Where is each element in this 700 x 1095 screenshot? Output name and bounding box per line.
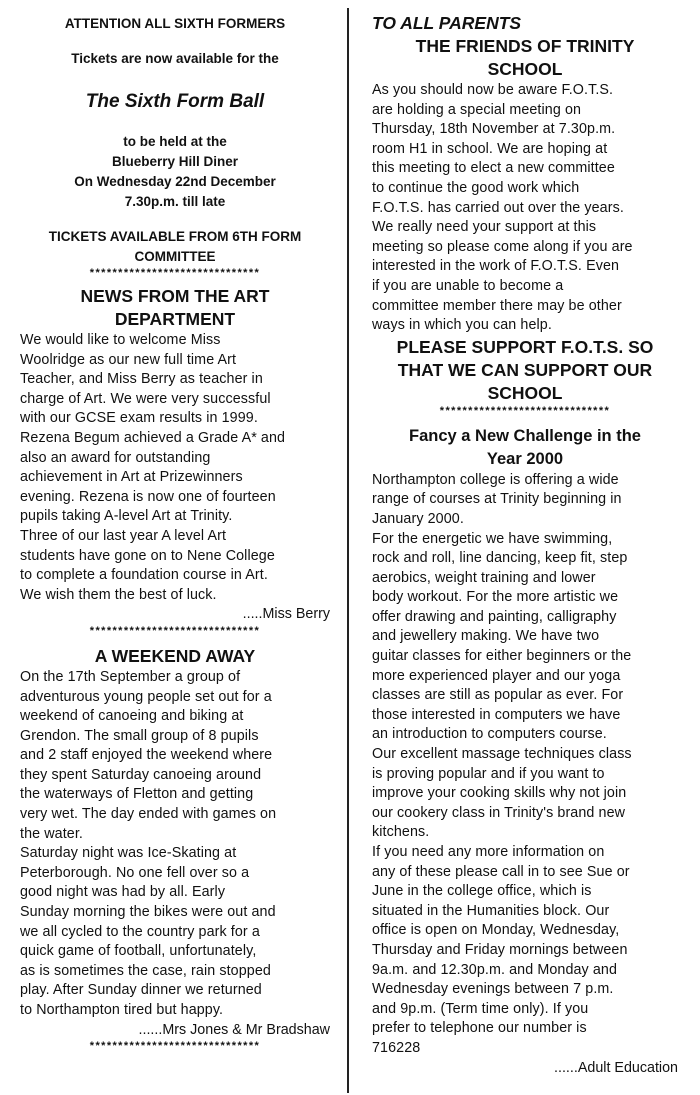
- text-line: room H1 in school. We are hoping at: [372, 140, 608, 157]
- text-line: those interested in computers we have: [372, 706, 621, 723]
- weekend-article: [20, 668, 330, 1021]
- text-line: ways in which you can help.: [372, 317, 552, 334]
- text-line: offer drawing and painting, calligraphy: [372, 608, 617, 625]
- text-line: guitar classes for either beginners or the: [372, 648, 632, 665]
- text-line: Three of our last year A level Art: [20, 527, 227, 544]
- text-line: Thursday and Friday mornings between: [372, 941, 628, 958]
- challenge-heading-line-2: Year 2000: [486, 449, 564, 468]
- text-line: Grendon. The small group of 8 pupils: [20, 727, 259, 744]
- text-line: adventurous young people set out for a: [20, 688, 272, 705]
- text-line: As you should now be aware F.O.T.S.: [372, 82, 614, 98]
- text-line: as is sometimes the case, rain stopped: [20, 962, 271, 979]
- text-line: and 9p.m. (Term time only). If you: [372, 1000, 589, 1017]
- text-line: kitchens.: [372, 824, 430, 841]
- text-line: charge of Art. We were very successful: [20, 390, 271, 407]
- text-line: office is open on Monday, Wednesday,: [372, 922, 620, 939]
- text-line: any of these please call in to see Sue or: [372, 863, 630, 880]
- fots-article: [372, 81, 678, 336]
- text-line: committee member there may be other: [372, 297, 622, 314]
- text-line: they spent Saturday canoeing around: [20, 766, 262, 783]
- text-line: 9a.m. and 12.30p.m. and Monday and: [372, 961, 618, 978]
- star-divider: ******************************: [439, 404, 611, 417]
- attention-heading: ATTENTION ALL SIXTH FORMERS: [64, 16, 286, 31]
- text-line: if you are unable to become a: [372, 277, 564, 294]
- challenge-heading-line-1: Fancy a New Challenge in the: [409, 426, 641, 445]
- text-line: pupils taking A-level Art at Trinity.: [20, 508, 233, 525]
- challenge-signature: ......Adult Education: [554, 1059, 678, 1076]
- text-line: Wednesday evenings between 7 p.m.: [372, 981, 614, 998]
- text-line: Saturday night was Ice-Skating at: [20, 845, 237, 862]
- text-line: are holding a special meeting on: [372, 101, 582, 118]
- support-line-3: SCHOOL: [487, 382, 563, 403]
- text-line: also an award for outstanding: [20, 449, 211, 466]
- text-line: Peterborough. No one fell over so a: [20, 864, 250, 881]
- text-line: students have gone on to Nene College: [20, 547, 275, 564]
- text-line: play. After Sunday dinner we returned: [20, 982, 262, 999]
- column-divider: [347, 8, 349, 1093]
- star-divider: ******************************: [89, 267, 261, 279]
- text-line: the waterways of Fletton and getting: [20, 786, 254, 803]
- text-line: If you need any more information on: [372, 844, 605, 860]
- weekend-heading: A WEEKEND AWAY: [94, 645, 256, 666]
- text-line: the water.: [20, 825, 83, 842]
- text-line: meeting so please come along if you are: [372, 238, 633, 255]
- left-column: [20, 0, 330, 1052]
- text-line: very wet. The day ended with games on: [20, 806, 277, 823]
- fots-heading-line-2: SCHOOL: [487, 59, 563, 79]
- text-line: weekend of canoeing and biking at: [20, 708, 244, 725]
- text-line: range of courses at Trinity beginning in: [372, 491, 622, 508]
- text-line: and jewellery making. We have two: [372, 628, 600, 645]
- text-line: improve your cooking skills why not join: [372, 785, 627, 802]
- weekend-signature: ......Mrs Jones & Mr Bradshaw: [138, 1021, 330, 1038]
- time-line: 7.30p.m. till late: [124, 194, 226, 209]
- text-line: 716228: [372, 1039, 421, 1056]
- ball-title: The Sixth Form Ball: [85, 91, 265, 112]
- text-line: Northampton college is offering a wide: [372, 471, 619, 488]
- tickets-available-line-1: TICKETS AVAILABLE FROM 6TH FORM: [48, 229, 302, 244]
- text-line: more experienced player and our yoga: [372, 667, 621, 684]
- support-line-1: PLEASE SUPPORT F.O.T.S. SO: [396, 336, 654, 357]
- text-line: this meeting to elect a new committee: [372, 160, 615, 177]
- challenge-article: [372, 471, 678, 1059]
- text-line: Sunday morning the bikes were out and: [20, 904, 276, 921]
- text-line: aerobics, weight training and lower: [372, 569, 596, 586]
- text-line: to Northampton tired but happy.: [20, 1002, 224, 1018]
- text-line: our cookery class in Trinity's brand new: [372, 804, 626, 821]
- text-line: to continue the good work which: [372, 179, 580, 196]
- text-line: June in the college office, which is: [372, 883, 592, 900]
- star-divider: ******************************: [89, 624, 261, 637]
- text-line: Woolridge as our new full time Art: [20, 351, 237, 368]
- art-signature: .....Miss Berry: [242, 606, 330, 623]
- text-line: quick game of football, unfortunately,: [20, 943, 257, 960]
- text-line: interested in the work of F.O.T.S. Even: [372, 258, 620, 275]
- text-line: with our GCSE exam results in 1999.: [20, 410, 258, 427]
- tickets-intro: Tickets are now available for the: [71, 51, 279, 66]
- text-line: We really need your support at this: [372, 219, 597, 236]
- text-line: Our excellent massage techniques class: [372, 746, 632, 763]
- text-line: Rezena Begum achieved a Grade A* and: [20, 429, 286, 446]
- text-line: we all cycled to the country park for a: [20, 923, 260, 940]
- tickets-available-line-2: COMMITTEE: [134, 249, 216, 264]
- text-line: Teacher, and Miss Berry as teacher in: [20, 371, 263, 388]
- art-heading-line-1: NEWS FROM THE ART: [80, 286, 270, 306]
- text-line: Thursday, 18th November at 7.30p.m.: [372, 121, 616, 138]
- text-line: prefer to telephone our number is: [372, 1020, 587, 1037]
- text-line: classes are still as popular as ever. For: [372, 687, 624, 704]
- text-line: On the 17th September a group of: [20, 668, 241, 685]
- text-line: evening. Rezena is now one of fourteen: [20, 488, 276, 505]
- text-line: We would like to welcome Miss: [20, 332, 221, 348]
- text-line: For the energetic we have swimming,: [372, 530, 613, 547]
- text-line: We wish them the best of luck.: [20, 586, 217, 603]
- text-line: achievement in Art at Prizewinners: [20, 469, 243, 486]
- text-line: is proving popular and if you want to: [372, 765, 605, 782]
- art-heading-line-2: DEPARTMENT: [114, 309, 236, 329]
- date-line: On Wednesday 22nd December: [74, 174, 276, 189]
- text-line: to complete a foundation course in Art.: [20, 567, 268, 584]
- text-line: an introduction to computers course.: [372, 726, 607, 743]
- star-divider: ******************************: [89, 1040, 261, 1053]
- text-line: good night was had by all. Early: [20, 884, 226, 901]
- text-line: January 2000.: [372, 510, 464, 527]
- art-article: [20, 331, 330, 605]
- text-line: rock and roll, line dancing, keep fit, step: [372, 550, 628, 567]
- text-line: body workout. For the more artistic we: [372, 589, 619, 606]
- text-line: situated in the Humanities block. Our: [372, 902, 610, 919]
- to-parents-heading: TO ALL PARENTS: [372, 13, 522, 33]
- right-column: [372, 0, 678, 1078]
- text-line: and 2 staff enjoyed the weekend where: [20, 747, 273, 764]
- fots-heading-line-1: THE FRIENDS OF TRINITY: [415, 36, 635, 56]
- support-line-2: THAT WE CAN SUPPORT OUR: [397, 359, 653, 380]
- text-line: F.O.T.S. has carried out over the years.: [372, 199, 624, 216]
- venue-line: Blueberry Hill Diner: [111, 154, 239, 169]
- held-at-line: to be held at the: [123, 134, 227, 149]
